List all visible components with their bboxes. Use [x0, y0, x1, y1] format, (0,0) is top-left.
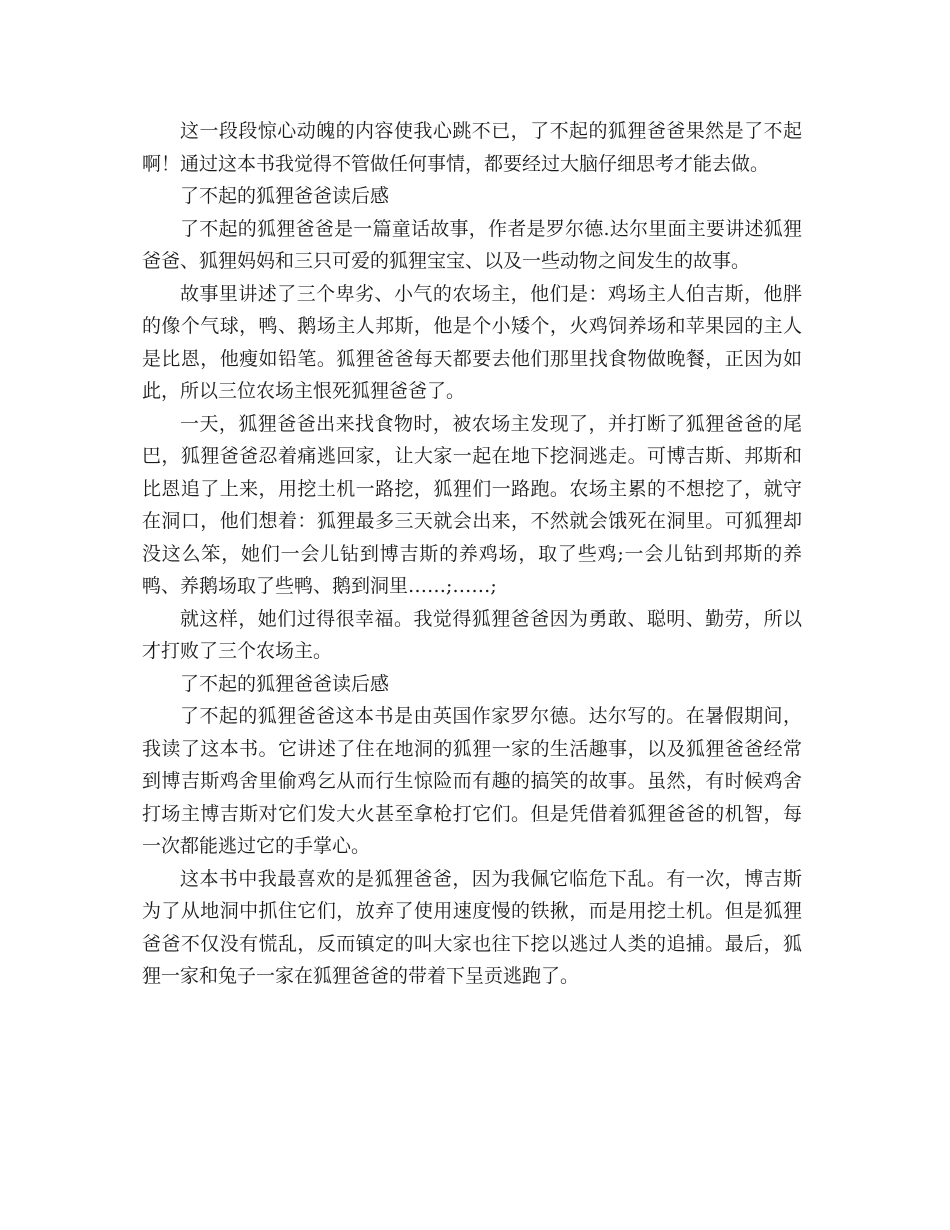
section-title-1: 了不起的狐狸爸爸读后感 [180, 185, 390, 207]
paragraph-favorite-character: 这本书中我最喜欢的是狐狸爸爸，因为我佩它临危下乱。有一次，博吉斯为了从地洞中抓住它们，放弃了使用速度慢的铁揪，而是用挖土机。但是狐狸爸爸不仅没有慌乱，反而镇定的叫大家也往下挖以逃过人类的追捕。最后，狐狸一家和兔子一家在狐狸爸爸的带着下呈贡逃跑了。 [142, 867, 802, 987]
section-title-2: 了不起的狐狸爸爸读后感 [180, 672, 390, 695]
paragraph-intro-conclusion: 这一段段惊心动魄的内容使我心跳不已，了不起的狐狸爸爸果然是了不起啊！通过这本书我觉得不管做任何事情，都要经过大脑仔细思考才能去做。 [142, 120, 802, 175]
paragraph-farmers: 故事里讲述了三个卑劣、小气的农场主，他们是：鸡场主人伯吉斯，他胖的像个气球，鸭、鹅场主人邦斯，他是个小矮个，火鸡饲养场和苹果园的主人是比恩，他瘦如铅笔。狐狸爸爸每天都要去他们那里找食物做晚餐，正因为如此，所以三位农场主恨死狐狸爸爸了。 [142, 282, 802, 402]
paragraph-story-escape: 一天，狐狸爸爸出来找食物时，被农场主发现了，并打断了狐狸爸爸的尾巴，狐狸爸爸忍着痛逃回家，让大家一起在地下挖洞逃走。可博吉斯、邦斯和比恩追了上来，用挖土机一路挖，狐狸们一路跑。农场主累的不想挖了，就守在洞口，他们想着：狐狸最多三天就会出来，不然就会饿死在洞里。可狐狸却没这么笨，她们一会儿钻到博吉斯的养鸡场，取了些鸡;一会儿钻到邦斯的养鸭、养鹅场取了些鸭、鹅到洞里……;……; [142, 412, 802, 597]
paragraph-book-summary: 了不起的狐狸爸爸这本书是由英国作家罗尔德。达尔写的。在暑假期间，我读了这本书。它讲述了住在地洞的狐狸一家的生活趣事，以及狐狸爸爸经常到博吉斯鸡舍里偷鸡乞从而行生惊险而有趣的搞笑的故事。虽然，有时候鸡舍打场主博吉斯对它们发大火甚至拿枪打它们。但是凭借着狐狸爸爸的机智，每一次都能逃过它的手掌心。 [142, 705, 802, 857]
paragraph-ending: 就这样，她们过得很幸福。我觉得狐狸爸爸因为勇敢、聪明、勤劳，所以才打败了三个农场主。 [142, 607, 802, 662]
paragraph-book-intro: 了不起的狐狸爸爸是一篇童话故事，作者是罗尔德.达尔里面主要讲述狐狸爸爸、狐狸妈妈和三只可爱的狐狸宝宝、以及一些动物之间发生的故事。 [142, 217, 802, 272]
document-body [142, 115, 802, 993]
